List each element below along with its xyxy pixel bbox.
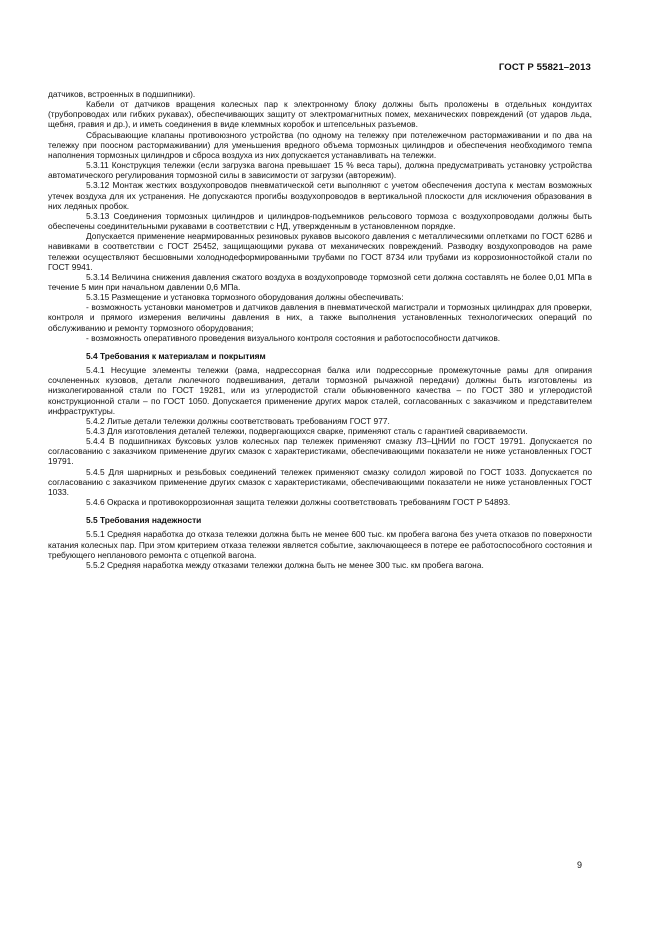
section-heading: 5.4 Требования к материалам и покрытиям	[86, 350, 266, 361]
page-number: 9	[576, 860, 582, 870]
paragraph: 5.3.11 Конструкция тележки (если загрузка вагона превышает 15 % веса тары), должна предусматривать установку устройства автоматического регулирования тормозной силы в зависимости от загрузки (авторежим).	[48, 160, 592, 181]
paragraph: 5.4.5 Для шарнирных и резьбовых соединений тележек применяют смазку солидол жировой по ГОСТ 1033. Допускается по согласованию с заказчиком применение других смазок с характеристиками, обеспечивающими показатели не ниже установленных ГОСТ 1033.	[48, 466, 592, 497]
paragraph: 5.5.1 Средняя наработка до отказа тележки должна быть не менее 600 тыс. км пробега вагона без учета отказов по поверхности катания колесных пар. При этом критерием отказа тележки является событие, заключающееся в потере ее работоспособного состояния и требующего непланового ремонта с отцепкой вагона.	[48, 529, 592, 560]
paragraph: Кабели от датчиков вращения колесных пар к электронному блоку должны быть проложены в отдельных кондуитах (трубопроводах или гибких рукавах), обеспечивающих защиту от электромагнитных помех, механических повреждений (от ударов льда, щебня, гравия и др.), и иметь соединения в виде клеммных коробок и штепсельных разъемов.	[48, 99, 592, 130]
paragraph: Допускается применение неармированных резиновых рукавов высокого давления с металлическими оплетками по ГОСТ 6286 и навивками в соответствии с ГОСТ 25452, защищающими рукава от механических повреждений. Разводку воздухопроводов на раме тележки осуществляют бесшовными холоднодеформированными трубами по ГОСТ 8734 или трубами из коррозионностойкой стали по ГОСТ 9941.	[48, 231, 592, 272]
list-item: - возможность установки манометров и датчиков давления в пневматической магистрали и тормозных цилиндрах для проверки, контроля и прямого измерения величины давления в них, а также выполнения установленных технологических операций по обслуживанию и ремонту тормозного оборудования;	[48, 302, 592, 333]
paragraph: 5.3.14 Величина снижения давления сжатого воздуха в воздухопроводе тормозной сети должна составлять не более 0,01 МПа в течение 5 мин при начальном давлении 0,6 МПа.	[48, 271, 592, 292]
paragraph: 5.4.4 В подшипниках буксовых узлов колесных пар тележек применяют смазку ЛЗ–ЦНИИ по ГОСТ 19791. Допускается по согласованию с заказчиком применение других смазок с характеристиками, обеспечивающими показатели не ниже установленных ГОСТ 19791.	[48, 436, 592, 467]
standard-designation: ГОСТ Р 55821–2013	[498, 62, 591, 73]
document-body	[48, 89, 592, 570]
paragraph: 5.3.15 Размещение и установка тормозного оборудования должны обеспечивать:	[86, 292, 404, 303]
paragraph: 5.4.3 Для изготовления деталей тележки, подвергающихся сварке, применяют сталь с гарантией свариваемости.	[86, 426, 528, 436]
paragraph: 5.4.2 Литые детали тележки должны соответствовать требованиям ГОСТ 977.	[86, 415, 390, 426]
paragraph: 5.4.1 Несущие элементы тележки (рама, надрессорная балка или подрессорные промежуточные рамы для опирания сочлененных кузовов, детали люлечного подвешивания, детали тормозной рычажной передачи) должны быть изготовлены из низколегированной стали по ГОСТ 19281, или из углеродистой стали обыкновенного качества – по ГОСТ 380 и углеродистой конструкционной стали – по ГОСТ 1050. Допускается применение других марок сталей, согласованных с заказчиком и представителем инфраструктуры.	[48, 365, 592, 416]
section-heading: 5.5 Требования надежности	[86, 515, 202, 526]
list-item: - возможность оперативного проведения визуального контроля состояния и работоспособности датчиков.	[86, 332, 501, 343]
paragraph: Сбрасывающие клапаны противоюзного устройства (по одному на тележку при потележечном растормаживании и по два на тележку при поосном растормаживании) для уменьшения вредного объема тормозных цилиндров и обеспечения необходимого темпа наполнения тормозных цилиндров и сброса воздуха из них допускается устанавливать на тележки.	[48, 129, 592, 160]
paragraph: датчиков, встроенных в подшипники).	[48, 89, 196, 99]
paragraph: 5.3.13 Соединения тормозных цилиндров и цилиндров-подъемников рельсового тормоза с воздухопроводами должны быть обеспечены соединительными рукавами в соответствии с НД, утвержденным в установленном порядке.	[48, 210, 592, 232]
paragraph: 5.5.2 Средняя наработка между отказами тележки должна быть не менее 300 тыс. км пробега вагона.	[86, 559, 484, 570]
paragraph: 5.4.6 Окраска и противокоррозионная защита тележки должны соответствовать требованиям ГОСТ Р 54893.	[86, 497, 511, 508]
paragraph: 5.3.12 Монтаж жестких воздухопроводов пневматической сети выполняют с учетом обеспечения доступа к местам возможных утечек воздуха для их устранения. Не допускаются прогибы воздухопроводов в вертикальной плоскости для исключения образования в них ледяных пробок.	[48, 180, 592, 211]
